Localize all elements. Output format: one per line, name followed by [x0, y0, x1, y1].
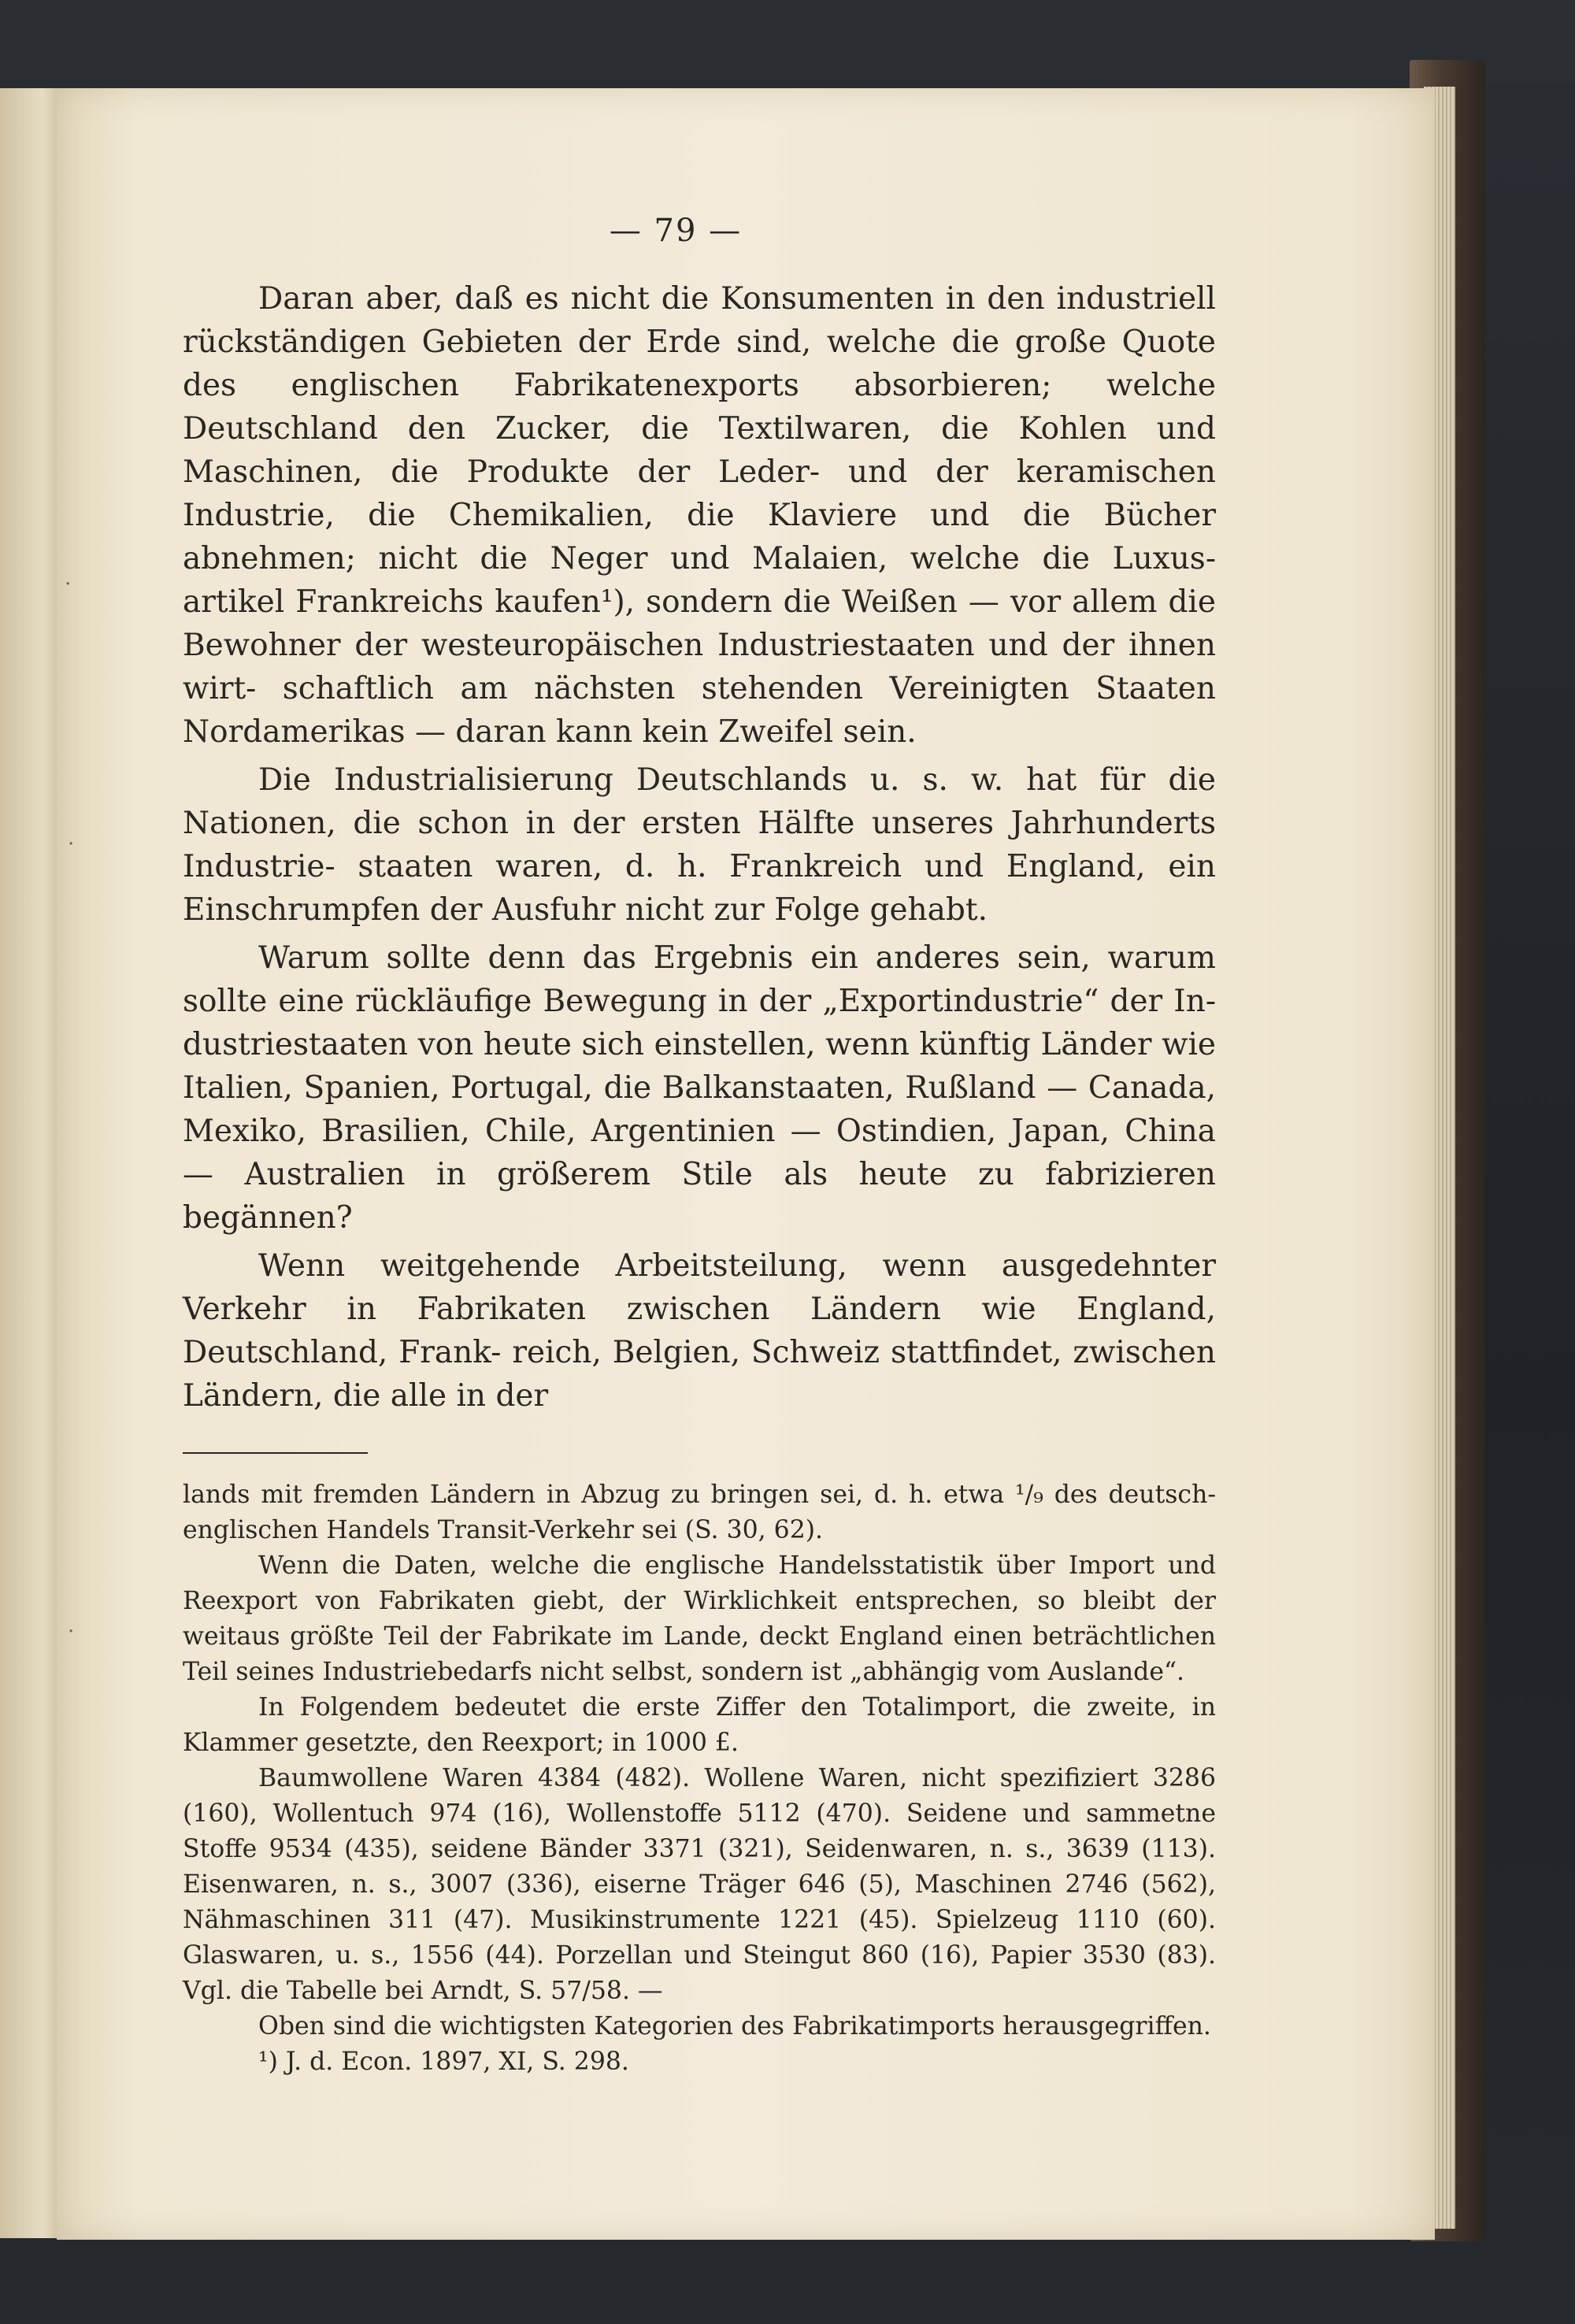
- page-text: [183, 213, 1216, 2080]
- paragraph: Daran aber, daß es nicht die Konsumenten in den industriell rückständigen Gebieten der Erde sind, welche die große Quote des englischen Fabrikatenexports absorbieren; welche Deutschland den Zucker, die Textilwaren, die Kohlen und Maschinen, die Produkte der Leder- und der keramischen Industrie, die Chemikalien, die Klaviere und die Bücher abnehmen; nicht die Neger und Malaien, welche die Luxus- artikel Frankreichs kaufen¹), sondern die Weißen — vor allem die Bewohner der westeuropäischen Industriestaaten und der ihnen wirt- schaftlich am nächsten stehenden Vereinigten Staaten Nordamerikas — daran kann kein Zweifel sein.: [183, 281, 1216, 750]
- paragraph: Wenn weitgehende Arbeitsteilung, wenn ausgedehnter Verkehr in Fabrikaten zwischen Ländern wie England, Deutschland, Frank- reich, Belgien, Schweiz stattfindet, zwischen Ländern, die alle in der: [183, 1248, 1216, 1414]
- footnote-line: Wenn die Daten, welche die englische Handelsstatistik über Import und Reexport von Fabrikaten giebt, der Wirklichkeit entsprechen, so bleibt der weitaus größte Teil der Fabrikate im Lande, deckt England einen beträchtlichen Teil seines Industriebedarfs nicht selbst, sondern ist „abhängig vom Auslande“.: [183, 1551, 1216, 1686]
- paragraph: Die Industrialisierung Deutschlands u. s. w. hat für die Nationen, die schon in der ersten Hälfte unseres Jahrhunderts Industrie- staaten waren, d. h. Frankreich und England, ein Einschrumpfen der Ausfuhr nicht zur Folge gehabt.: [183, 762, 1216, 928]
- page-number: — 79 —: [609, 213, 743, 249]
- facing-page-edge: [0, 88, 63, 2238]
- margin-mark: ·: [68, 1620, 75, 1644]
- footnote-line: In Folgendem bedeutet die erste Ziffer den Totalimport, die zweite, in Klammer gesetzte, den Reexport; in 1000 £.: [183, 1693, 1216, 1757]
- footnote-divider: [183, 1452, 368, 1454]
- margin-mark: ·: [68, 832, 75, 856]
- footnote-line: Baumwollene Waren 4384 (482). Wollene Waren, nicht spezifiziert 3286 (160), Wollentuch 974 (16), Wollenstoffe 5112 (470). Seidene und sammetne Stoffe 9534 (435), seidene Bänder 3371 (321), Seidenwaren, n. s., 3639 (113). Eisenwaren, n. s., 3007 (336), eiserne Träger 646 (5), Maschinen 2746 (562), Nähmaschinen 311 (47). Musikinstrumente 1221 (45). Spielzeug 1110 (60). Glaswaren, u. s., 1556 (44). Porzellan und Steingut 860 (16), Papier 3530 (83). Vgl. die Tabelle bei Arndt, S. 57/58. —: [183, 1764, 1216, 2005]
- margin-mark: ·: [65, 573, 72, 596]
- footnote-line: Oben sind die wichtigsten Kategorien des Fabrikatimports herausgegriffen.: [258, 2012, 1211, 2040]
- footnote-reference: ¹) J. d. Econ. 1897, XI, S. 298.: [258, 2048, 629, 2076]
- paragraph: Warum sollte denn das Ergebnis ein anderes sein, warum sollte eine rückläufige Bewegung in der „Exportindustrie“ der In- dustriestaaten von heute sich einstellen, wenn künftig Länder wie Italien, Spanien, Portugal, die Balkanstaaten, Rußland — Canada, Mexiko, Brasilien, Chile, Argentinien — Ostindien, Japan, China — Australien in größerem Stile als heute zu fabrizieren begännen?: [183, 940, 1216, 1236]
- footnote-line: lands mit fremden Ländern in Abzug zu bringen sei, d. h. etwa ¹/₉ des deutsch- englischen Handels Transit-Verkehr sei (S. 30, 62).: [183, 1481, 1216, 1544]
